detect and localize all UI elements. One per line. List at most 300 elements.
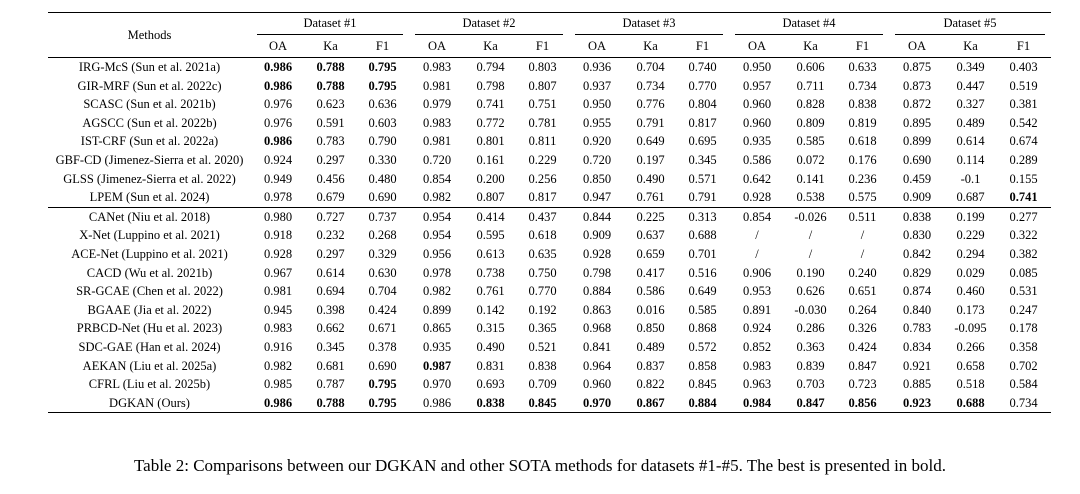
metric-value: 0.623 (316, 97, 345, 112)
table-row (48, 95, 1051, 114)
metric-value: -0.095 (954, 321, 987, 336)
metric-header-oa: OA (729, 35, 785, 58)
metric-value: 0.614 (316, 265, 345, 280)
metric-value: 0.247 (1009, 302, 1038, 317)
metric-value: 0.936 (582, 60, 612, 74)
metric-value: 0.795 (368, 78, 397, 93)
metric-value: 0.795 (368, 60, 397, 74)
metric-value: / (808, 246, 813, 261)
method-name: CACD (Wu et al. 2021b) (86, 265, 213, 280)
metric-value: 0.489 (956, 115, 985, 130)
metric-value: 0.584 (1009, 377, 1038, 392)
metric-value: 0.819 (848, 115, 877, 130)
metric-value: / (755, 228, 759, 243)
metric-value: 0.695 (688, 134, 717, 149)
metric-value: 0.703 (796, 377, 825, 392)
metric-value: 0.872 (902, 97, 932, 112)
metric-value: 0.403 (1009, 60, 1038, 74)
table-row (48, 132, 1051, 151)
metric-value: 0.920 (582, 134, 612, 149)
table-row (48, 357, 1051, 376)
metric-value: 0.874 (902, 284, 932, 299)
metric-value: 0.197 (636, 152, 665, 167)
table-row (48, 319, 1051, 338)
method-name: SDC-GAE (Han et al. 2024) (78, 339, 221, 354)
metric-value: 0.984 (729, 394, 785, 413)
table-row (48, 151, 1051, 170)
metric-value: 0.923 (889, 394, 945, 413)
metric-value: 0.711 (796, 78, 825, 93)
metric-value: 0.642 (742, 171, 772, 186)
metric-value: 0.852 (742, 339, 772, 354)
metric-value: 0.225 (625, 207, 676, 226)
metric-value: 0.916 (263, 339, 293, 354)
metric-value: 0.236 (848, 171, 877, 186)
metric-value: 0.834 (902, 339, 932, 354)
metric-value: 0.829 (902, 265, 932, 280)
table-row (48, 245, 1051, 264)
metric-value: 0.586 (636, 284, 665, 299)
metric-value: 0.761 (476, 284, 505, 299)
table-row (48, 264, 1051, 283)
metric-header-oa: OA (409, 35, 465, 58)
metric-value: 0.983 (422, 60, 452, 74)
table-row (48, 188, 1051, 207)
table-caption: Table 2: Comparisons between our DGKAN and other SOTA methods for datasets #1-#5. The best is presented in bold. (133, 456, 947, 475)
metric-value: 0.983 (422, 115, 452, 130)
metric-value: 0.906 (742, 265, 772, 280)
metric-value: 0.315 (476, 321, 505, 336)
table-row (48, 282, 1051, 301)
metric-value: 0.842 (902, 246, 932, 261)
metric-value: 0.538 (796, 190, 825, 205)
metric-value: 0.229 (528, 152, 557, 167)
metric-value: 0.838 (848, 97, 877, 112)
metric-value: / (755, 246, 759, 261)
table-row (48, 207, 1051, 226)
metric-value: 0.822 (636, 377, 665, 392)
metric-value: 0.817 (688, 115, 717, 130)
metric-header-ka: Ka (625, 35, 676, 58)
metric-value: 0.114 (956, 152, 985, 167)
metric-value: 0.791 (688, 190, 717, 205)
metric-value: 0.928 (582, 246, 612, 261)
metric-value: 0.176 (848, 152, 877, 167)
metric-value: 0.542 (1009, 115, 1038, 130)
table-row (48, 394, 1051, 413)
metric-value: 0.847 (785, 394, 836, 413)
metric-value: 0.856 (836, 394, 889, 413)
metric-value: 0.297 (316, 246, 345, 261)
metric-value: 0.850 (636, 321, 665, 336)
metric-value: 0.709 (528, 377, 557, 392)
metric-value: 0.456 (316, 171, 345, 186)
metric-value: 0.978 (263, 190, 293, 205)
metric-value: 0.809 (796, 115, 825, 130)
metric-value: 0.982 (422, 190, 452, 205)
metric-value: 0.783 (316, 134, 345, 149)
metric-value: 0.637 (636, 228, 665, 243)
metric-value: 0.791 (636, 115, 665, 130)
metric-value: 0.983 (263, 321, 293, 336)
metric-value: 0.618 (848, 134, 877, 149)
metric-value: -0.026 (785, 207, 836, 226)
metric-value: 0.839 (796, 358, 825, 373)
comparison-table (48, 12, 1051, 413)
metric-value: 0.955 (582, 115, 612, 130)
metric-header-oa: OA (889, 35, 945, 58)
metric-value: 0.960 (742, 115, 772, 130)
metric-value: 0.983 (742, 358, 772, 373)
metric-value: 0.937 (582, 78, 612, 93)
metric-value: 0.964 (582, 358, 612, 373)
metric-value: 0.326 (848, 321, 877, 336)
metric-value: 0.345 (316, 339, 345, 354)
metric-header-oa: OA (251, 35, 305, 58)
metric-value: 0.572 (688, 339, 717, 354)
metric-value: 0.783 (902, 321, 932, 336)
metric-value: 0.704 (368, 284, 397, 299)
metric-value: 0.945 (263, 302, 293, 317)
metric-value: 0.854 (422, 171, 452, 186)
method-name: PRBCD-Net (Hu et al. 2023) (76, 321, 223, 336)
metric-value: 0.788 (316, 60, 345, 74)
table-row (48, 375, 1051, 394)
metric-value: 0.850 (582, 171, 612, 186)
method-name: SR-GCAE (Chen et al. 2022) (76, 284, 223, 299)
dataset-4-label: Dataset #4 (735, 13, 883, 35)
metric-value: 0.960 (742, 97, 772, 112)
metric-value: 0.693 (476, 377, 505, 392)
metric-value: 0.970 (569, 394, 625, 413)
metric-value: 0.671 (368, 321, 397, 336)
metric-value: 0.690 (368, 358, 397, 373)
metric-value: 0.178 (1009, 321, 1038, 336)
table-row (48, 301, 1051, 320)
metric-value: 0.801 (476, 134, 505, 149)
metric-value: 0.704 (636, 60, 665, 74)
metric-value: 0.614 (956, 134, 985, 149)
method-name: GLSS (Jimenez-Sierra et al. 2022) (63, 171, 236, 186)
metric-value: 0.511 (836, 207, 889, 226)
metric-value: 0.437 (516, 207, 569, 226)
metric-value: 0.750 (528, 265, 557, 280)
metric-value: 0.264 (848, 302, 877, 317)
method-name: LPEM (Sun et al. 2024) (89, 190, 210, 205)
metric-header-oa: OA (569, 35, 625, 58)
metric-value: 0.875 (902, 60, 932, 74)
metric-value: 0.921 (902, 358, 932, 373)
metric-value: 0.633 (848, 60, 877, 74)
metric-value: 0.928 (263, 246, 293, 261)
metric-value: 0.838 (528, 358, 557, 373)
method-name: AEKAN (Liu et al. 2025a) (82, 358, 217, 373)
metric-value: 0.603 (368, 115, 397, 130)
metric-value: 0.635 (528, 246, 557, 261)
table-row (48, 77, 1051, 96)
metric-value: 0.297 (316, 152, 345, 167)
metric-header-ka: Ka (945, 35, 996, 58)
metric-value: 0.649 (688, 284, 717, 299)
metric-value: 0.956 (422, 246, 452, 261)
metric-value: 0.658 (956, 358, 985, 373)
metric-value: 0.294 (956, 246, 985, 261)
metric-value: 0.723 (848, 377, 877, 392)
metric-value: 0.963 (742, 377, 772, 392)
metric-value: 0.781 (528, 115, 557, 130)
metric-value: 0.788 (305, 394, 356, 413)
metric-value: 0.381 (1009, 97, 1038, 112)
metric-value: 0.688 (945, 394, 996, 413)
metric-value: 0.694 (316, 284, 345, 299)
table-row (48, 58, 1051, 77)
metric-value: 0.918 (263, 228, 293, 243)
metric-value: 0.979 (422, 97, 452, 112)
metric-value: 0.480 (368, 171, 397, 186)
metric-value: 0.960 (582, 377, 612, 392)
metric-value: 0.807 (528, 78, 557, 93)
metric-value: 0.798 (476, 78, 505, 93)
metric-value: 0.690 (368, 190, 397, 205)
metric-value: 0.618 (528, 228, 557, 243)
metric-value: 0.844 (569, 207, 625, 226)
metric-value: 0.268 (368, 228, 397, 243)
metric-value: 0.734 (848, 78, 877, 93)
metric-value: 0.957 (742, 78, 772, 93)
metric-value: 0.266 (956, 339, 985, 354)
metric-value: 0.378 (368, 339, 397, 354)
metric-value: 0.256 (528, 171, 557, 186)
method-name: GIR-MRF (Sun et al. 2022c) (77, 78, 222, 93)
metric-value: 0.651 (848, 284, 877, 299)
metric-value: 0.761 (636, 190, 665, 205)
metric-value: 0.688 (688, 228, 717, 243)
dataset-header (409, 13, 569, 36)
metric-value: 0.837 (636, 358, 665, 373)
metric-value: / (808, 228, 813, 243)
metric-value: 0.788 (316, 78, 345, 93)
metric-value: 0.790 (368, 134, 397, 149)
metric-value: 0.424 (368, 302, 397, 317)
metric-value: 0.909 (902, 190, 932, 205)
metric-value: 0.626 (796, 284, 825, 299)
metric-value: 0.795 (356, 394, 409, 413)
metric-value: 0.741 (1009, 190, 1038, 205)
metric-header-ka: Ka (305, 35, 356, 58)
metric-value: 0.776 (636, 97, 665, 112)
metric-value: 0.817 (528, 190, 557, 205)
metric-value: 0.575 (848, 190, 877, 205)
metric-value: 0.702 (1009, 358, 1038, 373)
metric-value: 0.737 (356, 207, 409, 226)
metric-value: -0.1 (960, 171, 981, 186)
metric-value: 0.838 (889, 207, 945, 226)
metric-value: 0.803 (528, 60, 557, 74)
metric-value: 0.811 (528, 134, 557, 149)
metric-value: 0.867 (625, 394, 676, 413)
metric-value: 0.968 (582, 321, 612, 336)
metric-value: 0.016 (636, 302, 665, 317)
metric-value: 0.854 (729, 207, 785, 226)
metric-value: 0.947 (582, 190, 612, 205)
metric-value: 0.662 (316, 321, 345, 336)
metric-value: 0.798 (582, 265, 612, 280)
comparison-table-container (48, 12, 1038, 413)
metric-value: 0.516 (688, 265, 717, 280)
metric-header-ka: Ka (785, 35, 836, 58)
metric-value: / (860, 246, 865, 261)
metric-value: 0.740 (688, 60, 717, 74)
metric-value: 0.980 (251, 207, 305, 226)
metric-value: 0.720 (582, 152, 612, 167)
table-row (48, 170, 1051, 189)
metric-value: 0.029 (956, 265, 985, 280)
metric-value: 0.970 (422, 377, 452, 392)
metric-value: 0.899 (902, 134, 932, 149)
metric-value: 0.986 (409, 394, 465, 413)
metric-value: / (860, 228, 865, 243)
metric-value: 0.950 (742, 60, 772, 74)
metric-value: 0.976 (263, 115, 293, 130)
metric-value: 0.899 (422, 302, 452, 317)
metric-value: 0.772 (476, 115, 505, 130)
metric-value: 0.327 (956, 97, 985, 112)
metric-value: 0.838 (465, 394, 516, 413)
metric-value: 0.085 (1009, 265, 1038, 280)
metric-value: 0.751 (528, 97, 557, 112)
methods-header: Methods (48, 13, 251, 58)
metric-value: 0.192 (528, 302, 557, 317)
table-row (48, 338, 1051, 357)
metric-value: 0.200 (476, 171, 505, 186)
method-name: ACE-Net (Luppino et al. 2021) (71, 246, 228, 261)
metric-value: 0.738 (476, 265, 505, 280)
method-name: X-Net (Luppino et al. 2021) (79, 228, 220, 243)
metric-value: 0.585 (688, 302, 717, 317)
metric-value: 0.840 (902, 302, 932, 317)
dataset-1-label: Dataset #1 (257, 13, 403, 35)
metric-value: 0.873 (902, 78, 932, 93)
metric-value: 0.229 (956, 228, 985, 243)
metric-value: 0.847 (848, 358, 877, 373)
metric-value: 0.606 (796, 60, 825, 74)
metric-value: 0.447 (956, 78, 985, 93)
metric-value: 0.571 (688, 171, 717, 186)
metric-value: 0.190 (796, 265, 825, 280)
metric-header-f1: F1 (996, 35, 1051, 58)
metric-value: 0.954 (409, 207, 465, 226)
metric-value: 0.155 (1009, 171, 1038, 186)
metric-value: 0.199 (945, 207, 996, 226)
metric-value: 0.794 (476, 60, 505, 74)
metric-value: 0.868 (688, 321, 717, 336)
metric-value: 0.277 (996, 207, 1051, 226)
metric-value: 0.891 (742, 302, 772, 317)
metric-value: 0.954 (422, 228, 452, 243)
metric-value: 0.398 (316, 302, 345, 317)
metric-value: 0.924 (742, 321, 772, 336)
metric-value: 0.727 (305, 207, 356, 226)
dataset-header (889, 13, 1051, 36)
metric-value: 0.928 (742, 190, 772, 205)
dataset-header (729, 13, 889, 36)
metric-value: 0.489 (636, 339, 665, 354)
metric-header-f1: F1 (836, 35, 889, 58)
metric-value: 0.884 (582, 284, 612, 299)
metric-value: 0.161 (476, 152, 505, 167)
table-row (48, 226, 1051, 245)
dataset-5-label: Dataset #5 (895, 13, 1045, 35)
metric-value: 0.490 (476, 339, 505, 354)
metric-value: 0.884 (676, 394, 729, 413)
metric-value: 0.417 (636, 265, 665, 280)
metric-value: 0.659 (636, 246, 665, 261)
metric-value: 0.518 (956, 377, 985, 392)
metric-value: 0.232 (316, 228, 345, 243)
method-name: CFRL (Liu et al. 2025b) (88, 377, 211, 392)
metric-value: 0.674 (1009, 134, 1038, 149)
metric-value: 0.885 (902, 377, 932, 392)
metric-header-f1: F1 (356, 35, 409, 58)
metric-value: 0.935 (422, 339, 452, 354)
metric-value: 0.987 (422, 358, 452, 373)
metric-value: 0.382 (1009, 246, 1038, 261)
method-name: SCASC (Sun et al. 2021b) (83, 97, 216, 112)
metric-header-f1: F1 (676, 35, 729, 58)
dataset-3-label: Dataset #3 (575, 13, 723, 35)
metric-value: 0.953 (742, 284, 772, 299)
metric-value: 0.701 (688, 246, 717, 261)
metric-value: 0.459 (902, 171, 932, 186)
metric-value: 0.830 (902, 228, 932, 243)
metric-value: 0.845 (688, 377, 717, 392)
dataset-2-label: Dataset #2 (415, 13, 563, 35)
metric-value: 0.858 (688, 358, 717, 373)
metric-value: 0.734 (996, 394, 1051, 413)
metric-value: 0.365 (528, 321, 557, 336)
metric-value: 0.591 (316, 115, 345, 130)
metric-value: 0.863 (582, 302, 612, 317)
metric-value: 0.679 (316, 190, 345, 205)
metric-header-f1: F1 (516, 35, 569, 58)
metric-value: 0.687 (956, 190, 985, 205)
metric-value: 0.981 (422, 134, 452, 149)
dataset-header (251, 13, 409, 36)
metric-value: 0.363 (796, 339, 825, 354)
metric-value: 0.173 (956, 302, 985, 317)
metric-value: 0.586 (742, 152, 772, 167)
metric-value: 0.519 (1009, 78, 1038, 93)
metric-value: 0.865 (422, 321, 452, 336)
metric-value: 0.414 (465, 207, 516, 226)
metric-value: 0.734 (636, 78, 665, 93)
metric-value: 0.141 (796, 171, 825, 186)
metric-value: 0.985 (263, 377, 293, 392)
table-body (48, 58, 1051, 413)
metric-value: -0.030 (794, 302, 827, 317)
metric-value: 0.142 (476, 302, 505, 317)
metric-value: 0.313 (676, 207, 729, 226)
metric-value: 0.845 (516, 394, 569, 413)
metric-value: 0.072 (796, 152, 825, 167)
metric-value: 0.585 (796, 134, 825, 149)
metric-value: 0.986 (263, 134, 293, 149)
method-name: IRG-McS (Sun et al. 2021a) (78, 60, 221, 74)
metric-value: 0.690 (902, 152, 932, 167)
metric-value: 0.976 (263, 97, 293, 112)
metric-value: 0.981 (263, 284, 293, 299)
metric-value: 0.831 (476, 358, 505, 373)
